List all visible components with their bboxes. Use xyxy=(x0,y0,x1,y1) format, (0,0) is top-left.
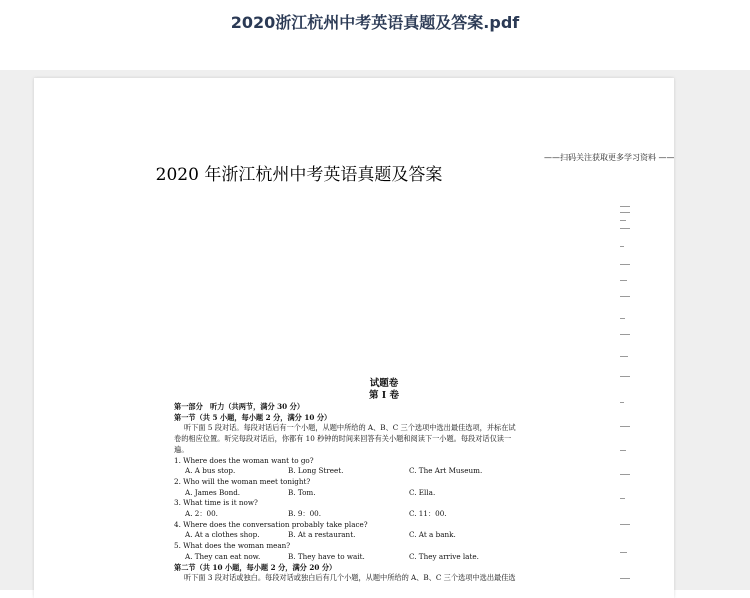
option-b: B. 9：00. xyxy=(288,509,322,519)
instructions-line: 遍。 xyxy=(174,444,189,454)
option-a: A. James Bond. xyxy=(185,487,241,497)
option-a: A. A bus stop. xyxy=(185,466,236,476)
question: 5. What does the woman mean? xyxy=(174,541,291,551)
question: 4. Where does the conversation probably take place? xyxy=(174,519,368,529)
instructions-line: 卷的相应位置。听完每段对话后，你都有 10 秒钟的时间来回答有关小题和阅读下一小题。每段对话仅读一 xyxy=(174,434,512,444)
top-bar xyxy=(0,0,750,70)
option-a: A. At a clothes shop. xyxy=(185,530,260,540)
option-c: C. Ella. xyxy=(409,487,436,497)
option-a: A. 2：00. xyxy=(185,509,218,519)
page-title: 2020 年浙江杭州中考英语真题及答案 xyxy=(155,165,443,185)
question-options xyxy=(174,466,594,477)
option-c: C. At a bank. xyxy=(409,530,456,540)
option-b: B. Tom. xyxy=(288,487,316,497)
option-c: C. They arrive late. xyxy=(409,551,479,561)
paper-title: 试题卷 xyxy=(369,378,399,389)
exam-content xyxy=(174,378,594,584)
option-c: C. The Art Museum. xyxy=(409,466,483,476)
option-a: A. They can eat now. xyxy=(185,551,261,561)
question-options xyxy=(174,530,594,541)
question: 1. Where does the woman want to go? xyxy=(174,455,314,465)
question: 2. Who will the woman meet tonight? xyxy=(174,476,311,486)
watermark-text: —— 扫码关注获取更多学习资料 —— xyxy=(544,152,674,163)
option-b: B. Long Street. xyxy=(288,466,344,476)
question-options xyxy=(174,509,594,520)
question-options xyxy=(174,552,594,563)
option-c: C. 11：00. xyxy=(409,509,447,519)
option-b: B. At a restaurant. xyxy=(288,530,356,540)
document-title: 2020浙江杭州中考英语真题及答案.pdf xyxy=(230,13,520,32)
pdf-page xyxy=(34,78,674,598)
question: 3. What time is it now? xyxy=(174,498,258,508)
instructions-line: 听下面 5 段对话。每段对话后有一个小题，从题中所给的 A、B、C 三个选项中选出最佳选项，并标在试 xyxy=(184,423,516,433)
section-heading: 第二节（共 10 小题，每小题 2 分，满分 20 分） xyxy=(174,562,337,572)
scan-edge-artifact xyxy=(620,206,630,598)
section-heading: 第一节（共 5 小题，每小题 2 分，满分 10 分） xyxy=(174,412,332,422)
instructions-line: 听下面 3 段对话或独白。每段对话或独白后有几个小题，从题中所给的 A、B、C 三个选项中选出最佳选 xyxy=(184,573,516,583)
question-options xyxy=(174,488,594,499)
part-heading: 第一部分 听力（共两节，满分 30 分） xyxy=(174,402,305,411)
option-b: B. They have to wait. xyxy=(288,551,365,561)
volume-title: 第 I 卷 xyxy=(368,390,400,401)
